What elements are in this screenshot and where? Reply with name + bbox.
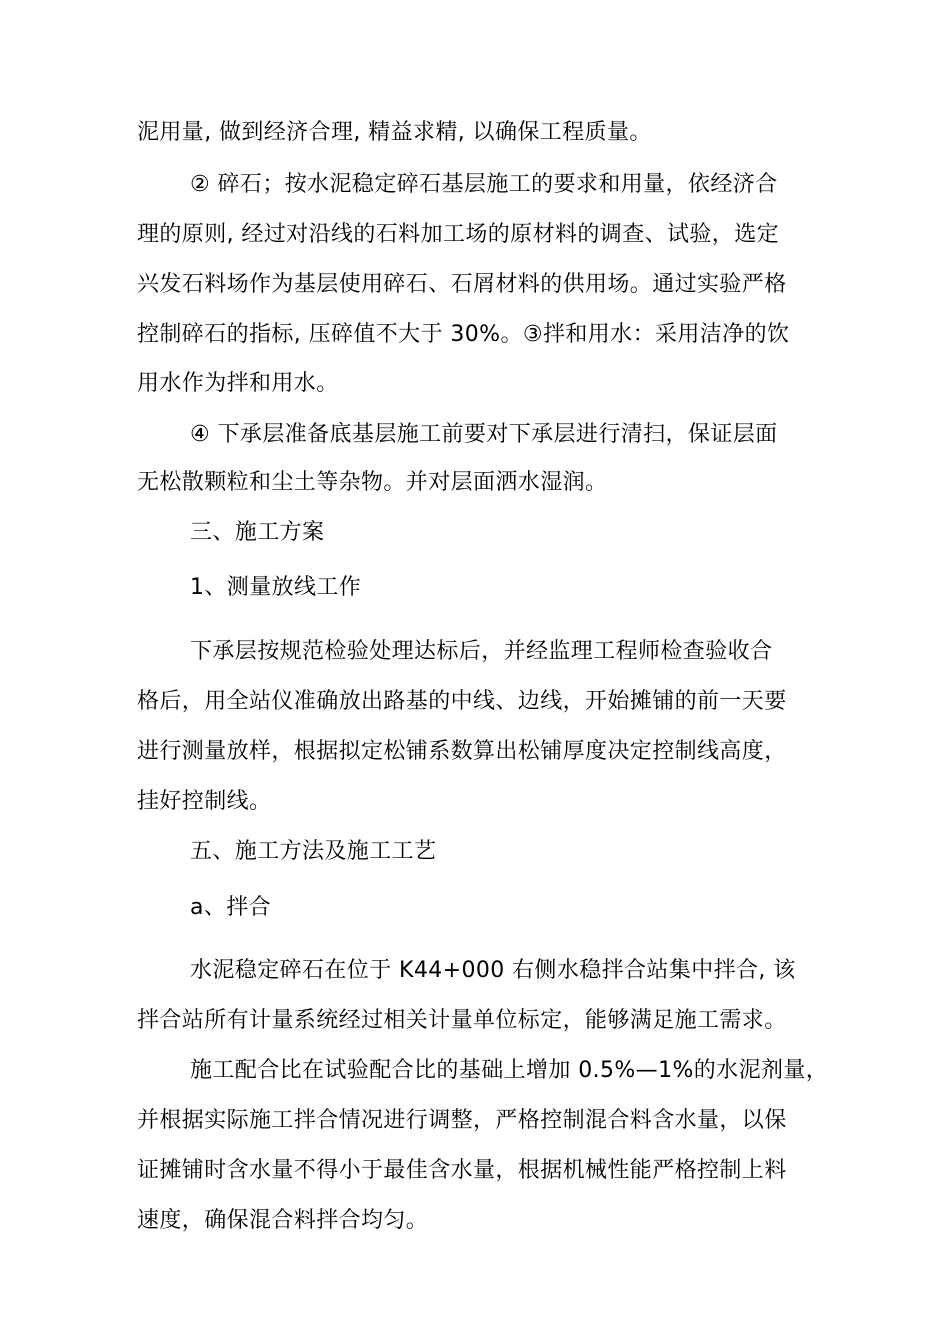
section-heading: 三、施工方案: [190, 520, 325, 545]
section-heading: 五、施工方法及施工工艺: [190, 839, 437, 864]
paragraph-line: 泥用量, 做到经济合理, 精益求精, 以确保工程质量。: [137, 120, 652, 145]
paragraph-line: 兴发石料场作为基层使用碎石、石屑材料的供用场。通过实验严格: [137, 272, 787, 297]
paragraph-line: ② 碎石；按水泥稳定碎石基层施工的要求和用量，依经济合: [190, 172, 778, 197]
subsection-heading: a、拌合: [190, 895, 272, 920]
paragraph-line: 水泥稳定碎石在位于 K44+000 右侧水稳拌合站集中拌合, 该: [190, 958, 796, 983]
paragraph-line: 并根据实际施工拌合情况进行调整，严格控制混合料含水量，以保: [137, 1108, 787, 1133]
paragraph-line: 下承层按规范检验处理达标后，并经监理工程师检查验收合: [190, 639, 773, 664]
paragraph-line: 速度，确保混合料拌合均匀。: [137, 1208, 429, 1233]
paragraph-line: 施工配合比在试验配合比的基础上增加 0.5%—1%的水泥剂量，: [190, 1058, 829, 1083]
paragraph-line: 无松散颗粒和尘土等杂物。并对层面洒水湿润。: [137, 470, 608, 495]
paragraph-line: 控制碎石的指标, 压碎值不大于 30%。③拌和用水：采用洁净的饮: [137, 322, 790, 347]
paragraph-line: 进行测量放样，根据拟定松铺系数算出松铺厚度决定控制线高度，: [137, 739, 787, 764]
paragraph-line: 格后，用全站仪准确放出路基的中线、边线，开始摊铺的前一天要: [137, 689, 787, 714]
paragraph-line: 挂好控制线。: [137, 789, 272, 814]
paragraph-line: 理的原则, 经过对沿线的石料加工场的原材料的调查、试验，选定: [137, 222, 779, 247]
paragraph-line: 用水作为拌和用水。: [137, 371, 339, 396]
paragraph-line: 证摊铺时含水量不得小于最佳含水量，根据机械性能严格控制上料: [137, 1158, 787, 1183]
paragraph-line: 拌合站所有计量系统经过相关计量单位标定，能够满足施工需求。: [137, 1008, 787, 1033]
paragraph-line: ④ 下承层准备底基层施工前要对下承层进行清扫，保证层面: [190, 422, 778, 447]
subsection-heading: 1、测量放线工作: [190, 575, 362, 600]
